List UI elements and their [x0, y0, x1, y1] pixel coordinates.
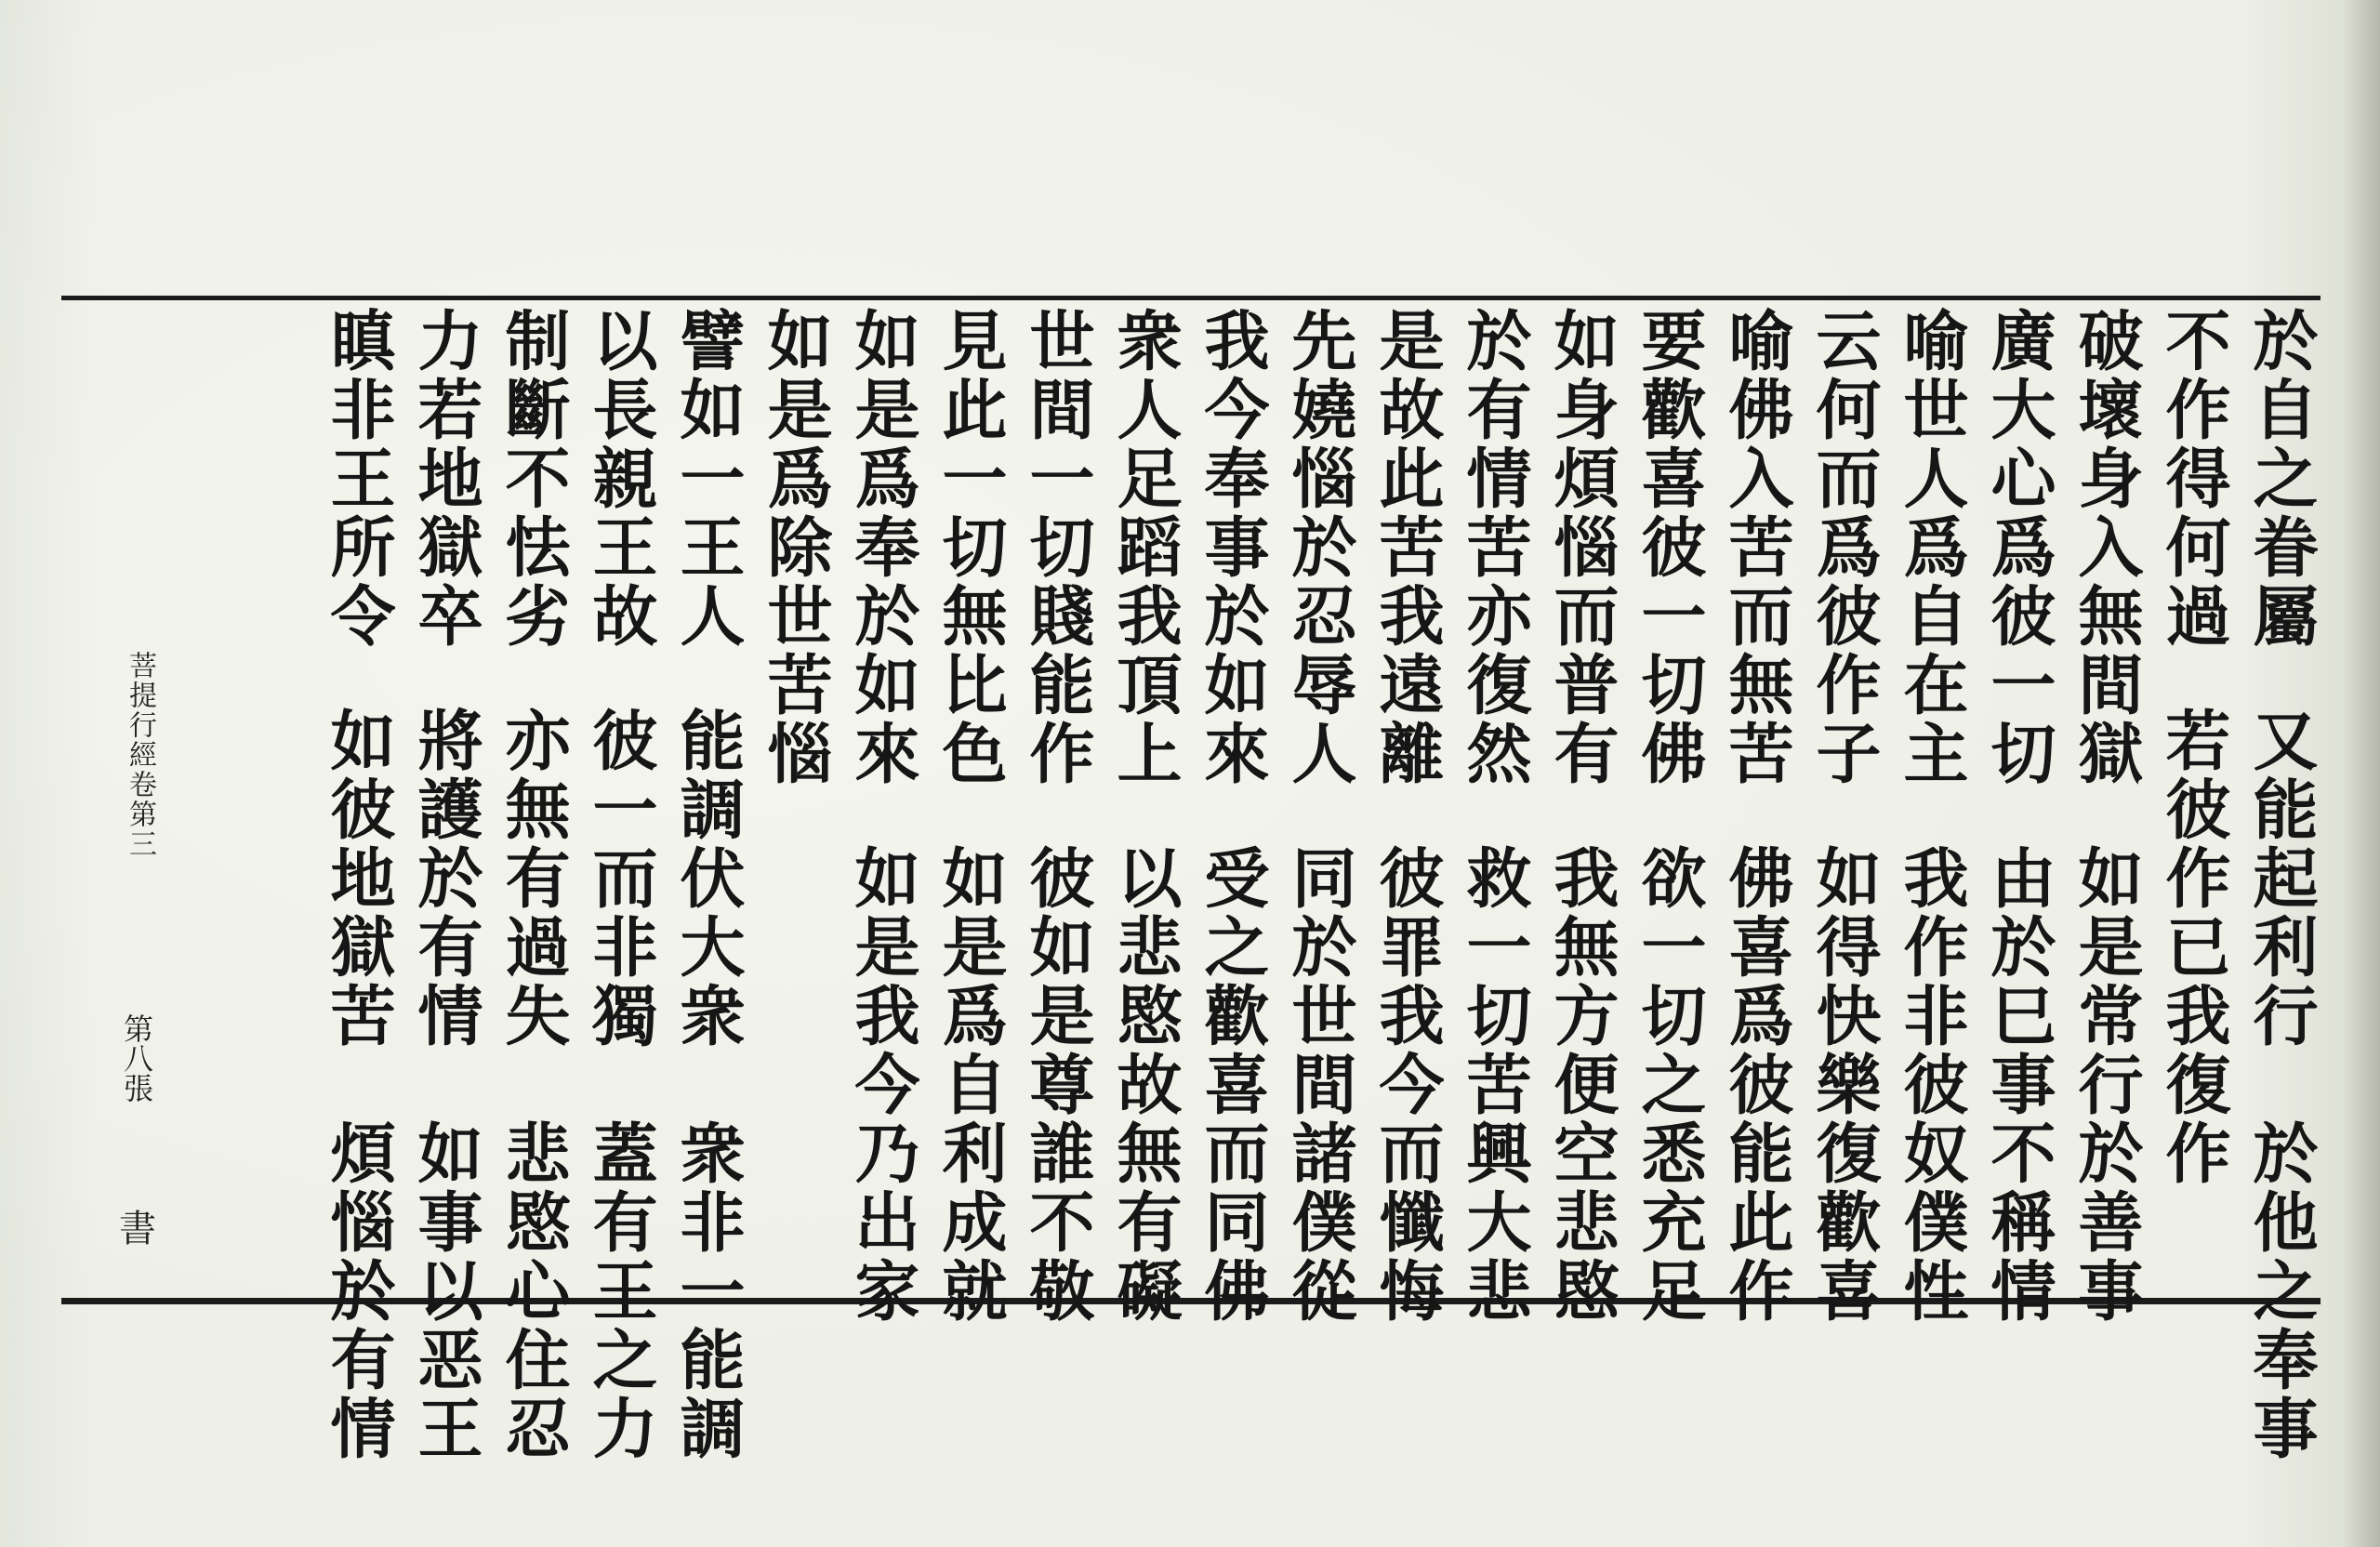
column-lower-text: 以悲愍故無有礙 — [1106, 844, 1183, 1326]
column-lower-text: 如彼地獄苦 煩惱於有情 — [320, 707, 397, 1463]
column-lower-text: 我作非彼奴僕性 — [1893, 844, 1970, 1326]
column-lower-text: 又能起利行 於他之奉事 — [2242, 707, 2320, 1463]
column-lower-text: 欲一切之悉充足 — [1631, 844, 1708, 1326]
text-column — [495, 307, 572, 1463]
column-lower-text: 我無方便空悲愍 — [1543, 844, 1620, 1326]
text-column — [669, 307, 747, 1463]
text-column — [1805, 307, 1883, 1326]
column-upper-text: 喻佛入苦而無苦 — [1718, 307, 1795, 788]
text-column — [1893, 307, 1970, 1326]
column-lower-text: 彼一而非獨 蓋有王之力 — [582, 707, 659, 1463]
binding-shadow — [2343, 0, 2380, 1547]
column-upper-text: 見此一切無比色 — [932, 307, 1009, 788]
column-lower-text: 由於巳事不稱情 — [1980, 844, 2057, 1326]
column-upper-text: 廣大心爲彼一切 — [1980, 307, 2057, 788]
column-upper-text: 制斷不怯劣 — [495, 307, 572, 651]
column-lower-text: 亦無有過失 悲愍心住忍 — [495, 707, 572, 1463]
column-upper-text: 瞋非王所令 — [320, 307, 397, 651]
column-lower-text: 能調伏大衆 衆非一能調 — [669, 707, 747, 1463]
column-upper-text: 先嬈惱於忍辱人 — [1281, 307, 1358, 788]
column-upper-text: 破壞身入無間獄 — [2068, 307, 2145, 788]
column-upper-text: 世間一切賤能作 — [1019, 307, 1096, 788]
text-column — [1718, 307, 1795, 1326]
text-column — [1543, 307, 1620, 1326]
column-upper-text: 我今奉事於如來 — [1194, 307, 1271, 788]
column-lower-text: 受之歡喜而同佛 — [1194, 844, 1271, 1326]
text-column — [1980, 307, 2057, 1326]
text-column — [1368, 307, 1446, 1326]
text-column — [582, 307, 659, 1463]
text-column — [1106, 307, 1183, 1326]
column-lower-text: 彼罪我今而懺悔 — [1368, 844, 1446, 1326]
column-upper-text: 譬如一王人 — [669, 307, 747, 651]
column-lower-text: 如是常行於善事 — [2068, 844, 2145, 1326]
column-lower-text: 佛喜爲彼能此作 — [1718, 844, 1795, 1326]
column-upper-text: 力若地獄卒 — [407, 307, 484, 651]
column-lower-text: 同於世間諸僕從 — [1281, 844, 1358, 1326]
text-column — [407, 307, 484, 1463]
text-column — [1631, 307, 1708, 1326]
column-lower-text: 若彼作已我復作 — [2155, 707, 2232, 1188]
column-upper-text: 喻世人爲自在主 — [1893, 307, 1970, 788]
text-column — [2242, 307, 2320, 1463]
column-upper-text: 如身煩惱而普有 — [1543, 307, 1620, 788]
column-upper-text: 是故此苦我遠離 — [1368, 307, 1446, 788]
column-lower-text: 如是爲自利成就 — [932, 844, 1009, 1326]
text-column — [320, 307, 397, 1463]
column-upper-text: 不作得何過 — [2155, 307, 2232, 651]
column-lower-text: 彼如是尊誰不敬 — [1019, 844, 1096, 1326]
frame-top-rule — [61, 296, 2320, 300]
text-column — [757, 307, 834, 844]
text-block — [158, 307, 2334, 1463]
text-column — [1194, 307, 1271, 1326]
text-column — [2155, 307, 2232, 1188]
column-upper-text: 於自之眷屬 — [2242, 307, 2320, 651]
column-upper-text: 以長親王故 — [582, 307, 659, 651]
text-column — [1456, 307, 1533, 1326]
column-lower-text: 如是我今乃出家 — [844, 844, 921, 1326]
text-column — [1281, 307, 1358, 1326]
page-number: 第八張 — [119, 1013, 154, 1103]
text-column — [1019, 307, 1096, 1326]
column-lower-text: 救一切苦興大悲 — [1456, 844, 1533, 1326]
column-lower-text: 將護於有情 如事以恶王 — [407, 707, 484, 1463]
column-upper-text: 如是爲奉於如來 — [844, 307, 921, 788]
column-upper-text: 如是爲除世苦惱 — [757, 307, 834, 788]
sutra-title-margin: 菩提行經卷第三 — [124, 651, 156, 859]
scribe-mark: 書 — [119, 1208, 156, 1250]
column-upper-text: 要歡喜彼一切佛 — [1631, 307, 1708, 788]
column-upper-text: 衆人足蹈我頂上 — [1106, 307, 1183, 788]
text-column — [844, 307, 921, 1326]
text-column — [932, 307, 1009, 1326]
text-column — [2068, 307, 2145, 1326]
column-upper-text: 於有情苦亦復然 — [1456, 307, 1533, 788]
column-upper-text: 云何而爲彼作子 — [1805, 307, 1883, 788]
column-lower-text: 如得快樂復歡喜 — [1805, 844, 1883, 1326]
